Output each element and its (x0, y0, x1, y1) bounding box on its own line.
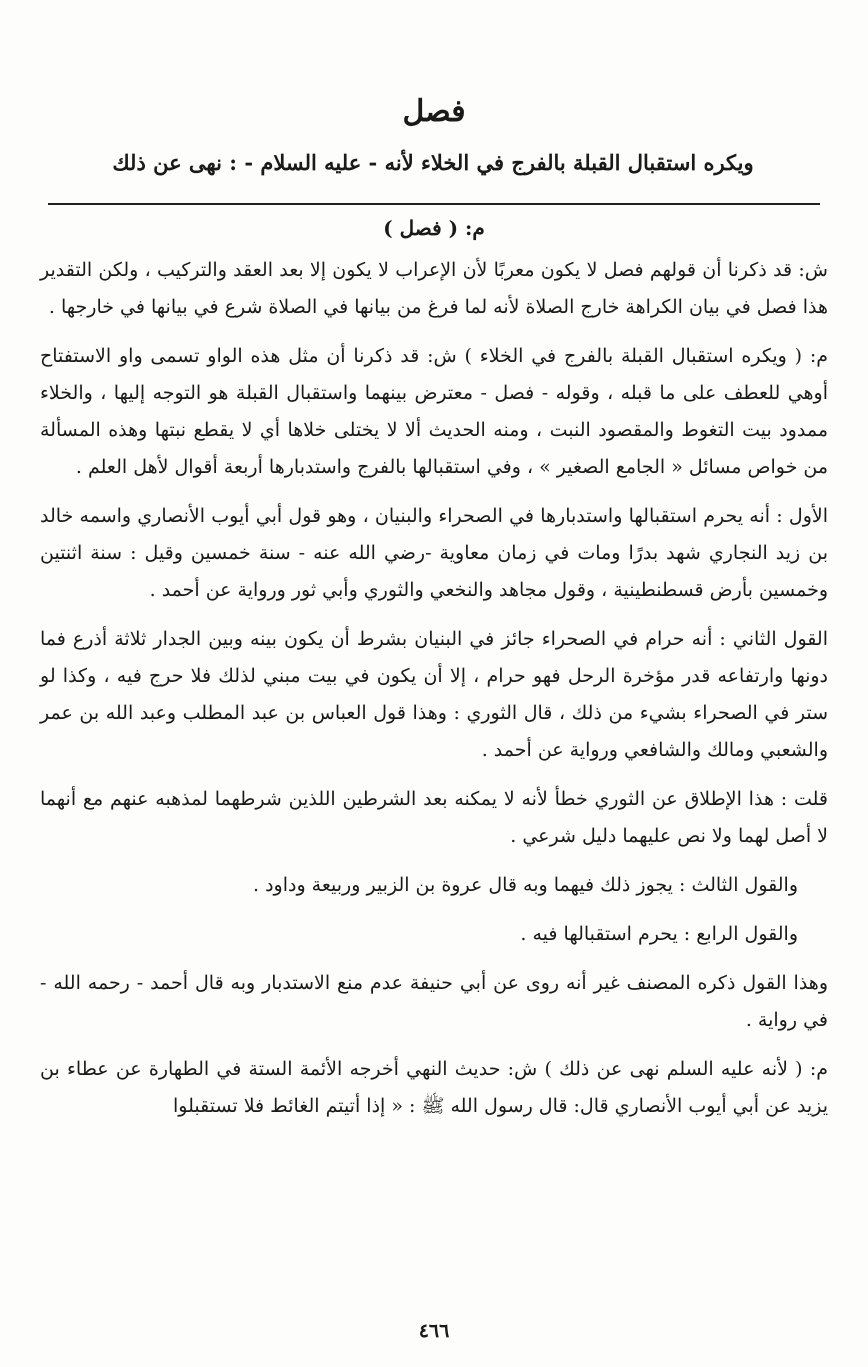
page-number: ٤٦٦ (418, 1320, 450, 1342)
paragraph: ش: قد ذكرنا أن قولهم فصل لا يكون معربًا لأن الإعراب لا يكون إلا بعد العقد والتركيب ، ولكن التقدير هذا فصل في بيان الكراهة خارج الصلاة لأنه لما فرغ من بيانها في الصلاة شرع في بيانها في خارجها . (40, 259, 828, 318)
matn-text: ويكره استقبال القبلة بالفرج في الخلاء لأنه - عليه السلام - : نهى عن ذلك (112, 150, 754, 175)
paragraph: م: ( ويكره استقبال القبلة بالفرج في الخلاء ) ش: قد ذكرنا أن مثل هذه الواو تسمى واو الاستفتاح أوهي للعطف على ما قبله ، وقوله - فصل - معترض بينهما واستقبال القبلة هو التوجه إليها ، والخلاء ممدود بيت التغوط والمقصود النبت ، ومنه الحديث ألا لا يختلى خلاها أي لا يقطع نبتها وهذه المسألة من خواص مسائل « الجامع الصغير » ، وفي استقبالها بالفرج واستدبارها أربعة أقوال لأهل العلم . (40, 345, 828, 478)
paragraph: والقول الثالث : يجوز ذلك فيهما وبه قال عروة بن الزبير وربيعة وداود . (253, 874, 798, 896)
commentary-label: م: ( فصل ) (383, 216, 485, 240)
paragraph: وهذا القول ذكره المصنف غير أنه روى عن أبي حنيفة عدم منع الاستدبار وبه قال أحمد - رحمه الله - في رواية . (40, 972, 828, 1031)
paragraph: القول الثاني : أنه حرام في الصحراء جائز في البنيان بشرط أن يكون بينه وبين الجدار ثلاثة أذرع فما دونها وارتفاعه قدر مؤخرة الرحل فهو حرام ، إلا أن يكون في بيت مبني لذلك فلا حرج فيه ، وكذا لو ستر في الصحراء بشيء من ذلك ، قال الثوري : وهذا قول العباس بن عبد المطلب وعبد الله بن عمر والشعبي ومالك والشافعي ورواية عن أحمد . (40, 628, 828, 761)
paragraph: قلت : هذا الإطلاق عن الثوري خطأ لأنه لا يمكنه بعد الشرطين اللذين شرطهما لمذهبه عنهم مع أنهما لا أصل لهما ولا نص عليهما دليل شرعي . (40, 788, 828, 847)
commentary-body (40, 252, 828, 1137)
section-heading: فصل (402, 94, 466, 129)
divider-line (48, 203, 820, 205)
paragraph: م: ( لأنه عليه السلم نهى عن ذلك ) ش: حديث النهي أخرجه الأئمة الستة في الطهارة عن عطاء بن يزيد عن أبي أيوب الأنصاري قال: قال رسول الله ﷺ : « إذا أتيتم الغائط فلا تستقبلوا (40, 1058, 828, 1117)
paragraph: والقول الرابع : يحرم استقبالها فيه . (520, 923, 798, 945)
paragraph: الأول : أنه يحرم استقبالها واستدبارها في الصحراء والبنيان ، وهو قول أبي أيوب الأنصاري واسمه خالد بن زيد النجاري شهد بدرًا ومات في زمان معاوية -رضي الله عنه - سنة خمسين وقيل : سنة اثنتين وخمسين بأرض قسطنطينية ، وقول مجاهد والنخعي والثوري وأبي ثور ورواية عن أحمد . (40, 505, 828, 601)
